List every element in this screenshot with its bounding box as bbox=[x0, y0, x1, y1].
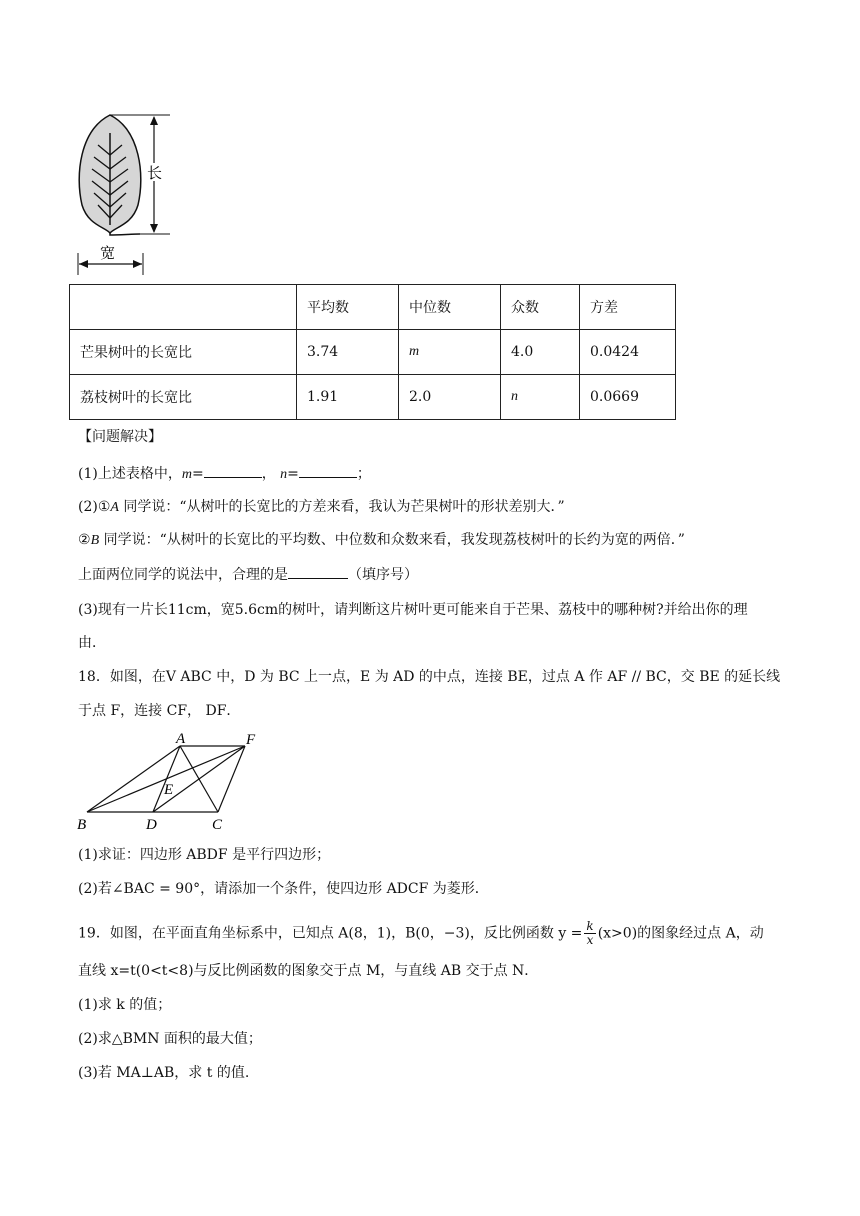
table-cell: m bbox=[399, 330, 501, 375]
leaf-length-label: 长 bbox=[147, 166, 163, 182]
leaf-width-label: 宽 bbox=[100, 246, 116, 262]
point-label-C: C bbox=[212, 817, 223, 833]
problem-19-sub-3: (3)若 MA⊥AB，求 t 的值. bbox=[78, 1065, 250, 1081]
table-cell: n bbox=[501, 375, 580, 420]
problem-19-line-1: 19．如图，在平面直角坐标系中，已知点 A(8，1)，B(0，−3)，反比例函数 y = $\frac{k}{x}$ (x>0)的图象经过点 A，动 bbox=[78, 919, 764, 947]
answer-blank[interactable] bbox=[204, 463, 262, 478]
question-1: (1)上述表格中，m= ， n= ； bbox=[78, 463, 371, 485]
point-label-B: B bbox=[77, 817, 87, 833]
table-header-row bbox=[70, 285, 676, 330]
leaf-figure bbox=[70, 105, 180, 280]
table-header-cell: 方差 bbox=[580, 285, 676, 330]
point-label-D: D bbox=[146, 817, 157, 833]
point-label-A: A bbox=[176, 732, 186, 747]
table-cell: 0.0669 bbox=[580, 375, 676, 420]
problem-18-line-2: 于点 F，连接 CF， DF． bbox=[78, 703, 241, 719]
question-2-c: 上面两位同学的说法中，合理的是 （填序号） bbox=[78, 564, 418, 585]
geometry-figure-18 bbox=[74, 732, 274, 834]
table-cell: 4.0 bbox=[501, 330, 580, 375]
table-header-cell: 平均数 bbox=[297, 285, 399, 330]
question-2-b: ②B 同学说：“从树叶的长宽比的平均数、中位数和众数来看，我发现荔枝树叶的长约为宽的两倍．” bbox=[78, 532, 685, 548]
problem-19-line-2: 直线 x=t(0<t<8)与反比例函数的图象交于点 M，与直线 AB 交于点 N． bbox=[78, 963, 539, 979]
leaf-stem bbox=[110, 233, 140, 235]
table-row bbox=[70, 330, 676, 375]
table-cell: 3.74 bbox=[297, 330, 399, 375]
question-3-line-2: 由． bbox=[78, 635, 106, 651]
point-label-F: F bbox=[246, 732, 256, 748]
answer-blank[interactable] bbox=[299, 463, 357, 478]
table-cell: 荔枝树叶的长宽比 bbox=[70, 375, 297, 420]
statistics-table bbox=[69, 284, 676, 420]
table-cell: 0.0424 bbox=[580, 330, 676, 375]
table-header-cell: 众数 bbox=[501, 285, 580, 330]
question-3-line-1: (3)现有一片长11cm，宽5.6cm的树叶，请判断这片树叶更可能来自于芒果、荔枝中的哪种树?并给出你的理 bbox=[78, 602, 748, 618]
point-label-E: E bbox=[164, 782, 174, 798]
table-cell: 芒果树叶的长宽比 bbox=[70, 330, 297, 375]
question-2-a: (2)①A 同学说：“从树叶的长宽比的方差来看，我认为芒果树叶的形状差别大．” bbox=[78, 499, 565, 515]
fraction-k-over-x: $\frac{k}{x}$ bbox=[586, 919, 594, 947]
table-cell: 2.0 bbox=[399, 375, 501, 420]
table-cell: 1.91 bbox=[297, 375, 399, 420]
problem-18-sub-1: (1)求证：四边形 ABDF 是平行四边形； bbox=[78, 847, 331, 863]
table-header-cell: 中位数 bbox=[399, 285, 501, 330]
table-header-cell bbox=[70, 285, 297, 330]
problem-19-sub-2: (2)求△BMN 面积的最大值； bbox=[78, 1031, 262, 1047]
table-row bbox=[70, 375, 676, 420]
problem-18-line-1: 18．如图，在V ABC 中，D 为 BC 上一点，E 为 AD 的中点，连接 BE，过点 A 作 AF // BC，交 BE 的延长线 bbox=[78, 669, 781, 685]
section-title: 【问题解决】 bbox=[78, 429, 162, 445]
answer-blank[interactable] bbox=[288, 564, 348, 579]
problem-19-sub-1: (1)求 k 的值； bbox=[78, 997, 172, 1013]
problem-18-sub-2: (2)若∠BAC = 90°，请添加一个条件，使四边形 ADCF 为菱形． bbox=[78, 881, 489, 897]
